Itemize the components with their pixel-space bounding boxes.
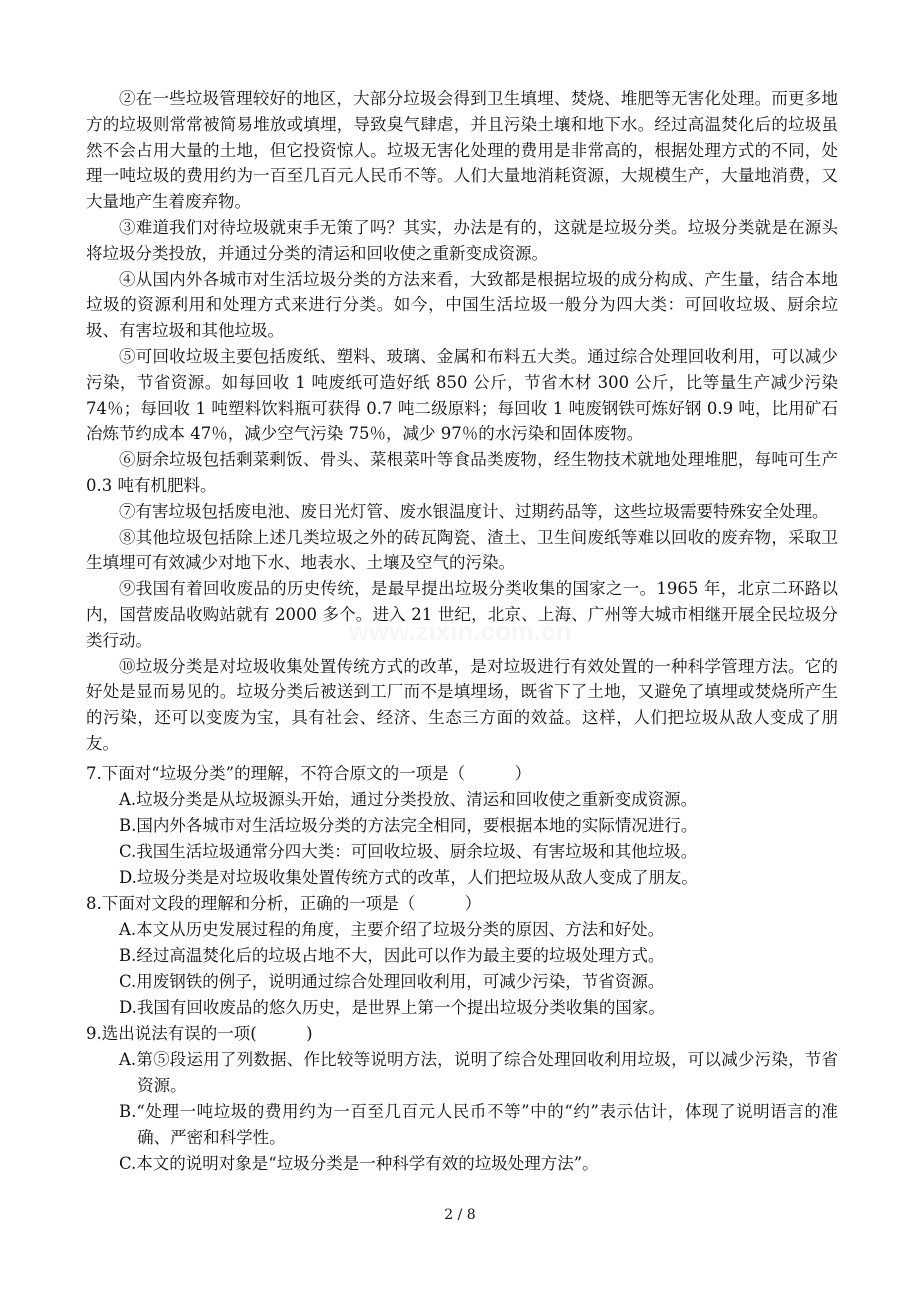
site-watermark xyxy=(330,600,590,660)
question-8-option-a: A.本文从历史发展过程的角度，主要介绍了垃圾分类的原因、方法和好处。 xyxy=(119,920,665,939)
questions-section xyxy=(86,761,838,1177)
paragraph-9: ⑨我国有着回收废品的历史传统，是最早提出垃圾分类收集的国家之一。1965 年，北京二环路以内，国营废品收购站就有 2000 多个。进入 21 世纪，北京、上海、广州等大城市相继开展全民垃圾分类行动。 xyxy=(86,579,838,650)
question-8-option-d: D.我国有回收废品的悠久历史，是世界上第一个提出垃圾分类收集的国家。 xyxy=(119,998,665,1017)
question-7-option-c: C.我国生活垃圾通常分四大类：可回收垃圾、厨余垃圾、有害垃圾和其他垃圾。 xyxy=(119,842,698,861)
question-9-stem: 9.选出说法有误的一项( ) xyxy=(86,1024,313,1043)
paragraph-3: ③难道我们对待垃圾就束手无策了吗？其实，办法是有的，这就是垃圾分类。垃圾分类就是在源头将垃圾分类投放，并通过分类的清运和回收使之重新变成资源。 xyxy=(86,217,838,263)
paragraph-7: ⑦有害垃圾包括废电池、废日光灯管、废水银温度计、过期药品等，这些垃圾需要特殊安全处理。 xyxy=(119,501,829,521)
question-7-option-a: A.垃圾分类是从垃圾源头开始，通过分类投放、清运和回收使之重新变成资源。 xyxy=(119,790,698,809)
paragraph-5: ⑤可回收垃圾主要包括废纸、塑料、玻璃、金属和布料五大类。通过综合处理回收利用，可以减少污染，节省资源。如每回收 1 吨废纸可造好纸 850 公斤，节省木材 300 公斤，比等量生产减少污染 74％；每回收 1 吨塑料饮料瓶可获得 0.7 吨二级原料；每回收 1 吨废钢铁可炼好钢 0.9 吨，比用矿石冶炼节约成本 47％，减少空气污染 75％，减少 97％的水污染和固体废物。 xyxy=(86,346,838,444)
svg-text:www.zixin.com.cn: www.zixin.com.cn xyxy=(348,616,572,646)
question-7-stem: 7.下面对“垃圾分类”的理解，不符合原文的一项是（ ） xyxy=(86,764,532,783)
question-9-option-b: B.“处理一吨垃圾的费用约为一百至几百元人民币不等”中的“约”表示估计，体现了说明语言的准确、严密和科学性。 xyxy=(119,1102,838,1147)
page-number: 2 / 8 xyxy=(444,1207,476,1223)
question-7-option-b: B.国内外各城市对生活垃圾分类的方法完全相同，要根据本地的实际情况进行。 xyxy=(119,816,698,835)
paragraph-6: ⑥厨余垃圾包括剩菜剩饭、骨头、菜根菜叶等食品类废物，经生物技术就地处理堆肥，每吨可生产 0.3 吨有机肥料。 xyxy=(86,450,838,495)
question-8-option-b: B.经过高温焚化后的垃圾占地不大，因此可以作为最主要的垃圾处理方式。 xyxy=(119,946,665,965)
question-9-option-c: C.本文的说明对象是“垃圾分类是一种科学有效的垃圾处理方法”。 xyxy=(119,1154,599,1173)
paragraph-4: ④从国内外各城市对生活垃圾分类的方法来看，大致都是根据垃圾的成分构成、产生量，结合本地垃圾的资源利用和处理方式来进行分类。如今，中国生活垃圾一般分为四大类：可回收垃圾、厨余垃圾、有害垃圾和其他垃圾。 xyxy=(86,269,838,341)
question-8-stem: 8.下面对文段的理解和分析，正确的一项是（ ） xyxy=(86,894,482,913)
paragraph-2: ②在一些垃圾管理较好的地区，大部分垃圾会得到卫生填埋、焚烧、堆肥等无害化处理。而更多地方的垃圾则常常被简易堆放或填埋，导致臭气肆虐，并且污染土壤和地下水。经过高温焚化后的垃圾虽然不会占用大量的土地，但它投资惊人。垃圾无害化处理的费用是非常高的，根据处理方式的不同，处理一吨垃圾的费用约为一百至几百元人民币不等。人们大量地消耗资源，大规模生产，大量地消费，又大量地产生着废弃物。 xyxy=(86,89,838,212)
question-8-option-c: C.用废钢铁的例子，说明通过综合处理回收利用，可减少污染，节省资源。 xyxy=(119,972,665,991)
paragraph-8: ⑧其他垃圾包括除上述几类垃圾之外的砖瓦陶瓷、渣土、卫生间废纸等难以回收的废弃物，采取卫生填埋可有效减少对地下水、地表水、土壤及空气的污染。 xyxy=(86,527,838,573)
question-9-option-a: A.第⑤段运用了列数据、作比较等说明方法，说明了综合处理回收利用垃圾，可以减少污染，节省资源。 xyxy=(119,1050,838,1095)
question-7-option-d: D.垃圾分类是对垃圾收集处置传统方式的改革，人们把垃圾从敌人变成了朋友。 xyxy=(119,868,698,887)
paragraph-10: ⑩垃圾分类是对垃圾收集处置传统方式的改革，是对垃圾进行有效处置的一种科学管理方法。它的好处是显而易见的。垃圾分类后被送到工厂而不是填埋场，既省下了土地，又避免了填埋或焚烧所产生的污染，还可以变废为宝，具有社会、经济、生态三方面的效益。这样，人们把垃圾从敌人变成了朋友。 xyxy=(86,656,838,753)
